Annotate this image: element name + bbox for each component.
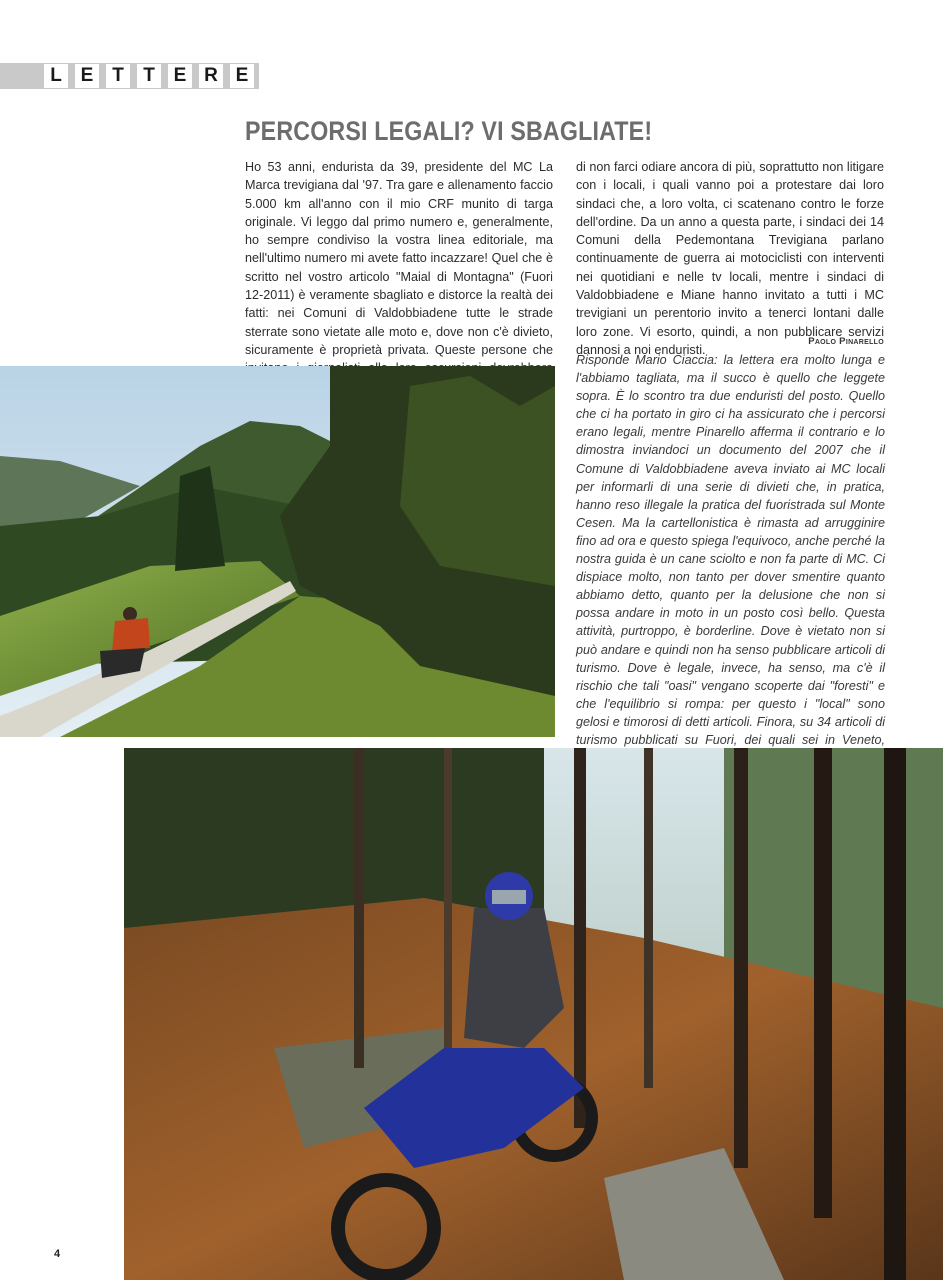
letter-text-left-column: Ho 53 anni, endurista da 39, presidente del MC La Marca trevigiana dal '97. Tra gare e allenamento faccio 5.000 km all'anno con il mio CRF munito di targa originale. Vi leggo dal primo numero e, generalmente, ho sempre condiviso la vostra linea editoriale, ma nell'ultimo numero mi avete fatto incazzare! Quel che è scritto nel vostro articolo "Maial di Montagna" (Fuori 12-2011) è veramente sbagliato e distorce la realtà dei fatti: nei Comuni di Valdobbiadene tutte le strade sterrate sono vietate alle moto e, dove non c'è divieto, sicuramente è proprietà privata. Queste persone che — [245, 160, 553, 357]
editor-reply: Risponde Mario Ciaccia: la lettera era molto lunga e l'abbiamo tagliata, ma il succo è quello che leggete sopra. È lo scontro tra due enduristi del posto. Quello che ci ha portato in giro ci ha assicurato che i percorsi erano legali, mentre Pinarello afferma il contrario e lo dimostra inviandoci un documento del 2007 che il Comune di Valdobbiadene aveva inviato ai MC locali per informarli di una serie di divieti che, in pratica, hanno reso illegale la pratica del fuoristrada sul Monte Cesen. Ma la cartellonistica è rimasta ad arrugginire fino ad ora e questo spiega l'equivoco, anche perché la nostra guida è un cane sciolto e non fa parte di MC. Ci dispiace molto, non tanto per dover smentire quanto abbiamo detto, quanto per la delusione che non si possa andare in moto in un posto così bello. Questa attività, purtroppo, è borderline. Dove è vietato non si può andare e quindi non ha senso pubblicare articoli di turismo. Dove è legale, invece, ha senso, ma c'è il rischio che tali "oasi" vengano scoperte dai "foresti" e che l'equilibrio si rompa: per questo i "local" sono gelosi e timorosi di detti articoli. Finora, su 34 articoli di turismo pubblicati su Fuori, dei quali sei in Veneto, — [576, 353, 885, 747]
section-letter: R — [199, 64, 223, 88]
section-letter: E — [168, 64, 192, 88]
section-letter: L — [44, 64, 68, 88]
forest-rider-photo-illustration — [124, 748, 943, 1280]
section-header-letters — [44, 64, 254, 88]
forest-rider-photo — [124, 748, 943, 1280]
section-letter: T — [106, 64, 130, 88]
section-letter: E — [230, 64, 254, 88]
section-letter: T — [137, 64, 161, 88]
article-title: PERCORSI LEGALI? VI SBAGLIATE! — [245, 116, 653, 146]
page-number: 4 — [54, 1248, 61, 1260]
mountain-trail-photo-illustration — [0, 366, 555, 737]
letter-text-right-column: di non farci odiare ancora di più, soprattutto non litigare con i locali, i quali vanno poi a protestare dai loro sindaci che, a loro volta, ci scatenano contro le forze dell'ordine. Da un anno a questa parte, i sindaci dei 14 Comuni della Pedemontana Trevigiana parlano continuamente de guerra ai motociclisti con interventi nei quotidiani e nelle tv locali, mentre i sindaci di Valdobbiadene e Miane hanno invitato a tutti i MC trevigiani un perentorio invito a tenerci lontani dalle loro zone. Vi esorto, quindi, a non pubblicare servizi dannosi a noi enduristi. — [576, 160, 884, 357]
section-letter: E — [75, 64, 99, 88]
letter-signature: Paolo Pinarello — [808, 336, 884, 347]
mountain-trail-photo — [0, 366, 555, 737]
